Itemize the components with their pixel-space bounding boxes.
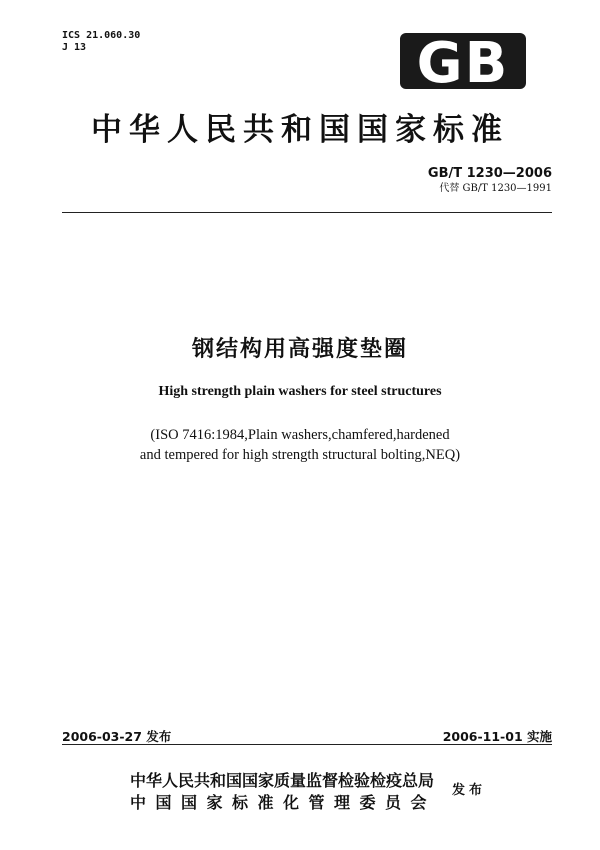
issuer-sac: 中国国家标准化管理委员会 bbox=[130, 793, 437, 812]
implementation-date: 2006-11-01 实施 bbox=[442, 729, 552, 744]
publish-label: 发布 bbox=[452, 783, 487, 798]
gb-logo bbox=[400, 33, 526, 89]
ics-code: ICS 21.060.30 bbox=[62, 30, 141, 41]
iso-reference-line-1: (ISO 7416:1984,Plain washers,chamfered,hardened bbox=[150, 427, 450, 443]
replaces-standard: 代替 GB/T 1230—1991 bbox=[439, 183, 552, 194]
ics-code-block bbox=[62, 30, 140, 54]
bottom-divider bbox=[62, 744, 552, 745]
issuer-aqsiq: 中华人民共和国国家质量监督检验检疫总局 bbox=[130, 771, 435, 790]
top-divider bbox=[62, 212, 552, 213]
gb-logo-text: GB bbox=[416, 33, 510, 89]
classification-code: J 13 bbox=[62, 42, 87, 53]
iso-reference-line-2: and tempered for high strength structural bolting,NEQ) bbox=[139, 447, 461, 463]
title-chinese: 钢结构用高强度垫圈 bbox=[191, 337, 408, 362]
national-standard-title: 中华人民共和国国家标准 bbox=[91, 112, 509, 148]
issue-date: 2006-03-27 发布 bbox=[62, 729, 172, 744]
title-english: High strength plain washers for steel structures bbox=[158, 384, 442, 399]
standard-number: GB/T 1230—2006 bbox=[427, 166, 552, 181]
